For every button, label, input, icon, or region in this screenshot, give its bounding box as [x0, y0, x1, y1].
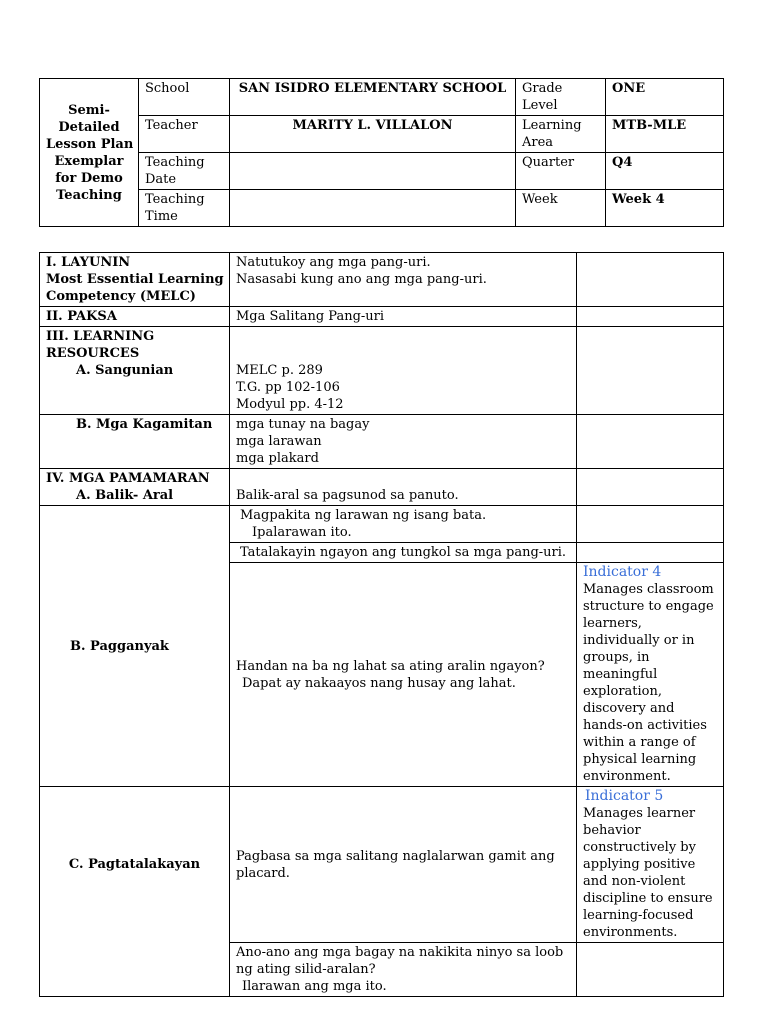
indicator-line: Manages learner [583, 806, 696, 821]
indicator-line: exploration, [583, 684, 663, 699]
area-value: MTB-MLE [606, 116, 724, 153]
teacher-label: Teacher [139, 116, 230, 153]
content-line: Balik-aral sa pagsunod sa panuto. [236, 488, 459, 503]
sangunian-content [230, 327, 577, 415]
pamamaran-heading [40, 469, 230, 506]
title-line: for Demo [55, 170, 123, 186]
pagganyak-label [40, 506, 230, 787]
label-line: Teaching [145, 155, 205, 170]
week-label: Week [516, 190, 606, 227]
content-line: mga larawan [236, 434, 322, 449]
pagtatalakayan-label [40, 787, 230, 997]
balik-content [230, 469, 577, 506]
label-line: Level [522, 98, 558, 113]
pagganyak-content-2: Tatalakayin ngayon ang tungkol sa mga pang-uri. [230, 543, 577, 563]
resources-row [40, 327, 724, 415]
paksa-heading: II. PAKSA [40, 307, 230, 327]
heading-line: IV. MGA PAMAMARAN [46, 471, 210, 486]
content-line: placard. [236, 865, 290, 881]
content-line: Natutukoy ang mga pang-uri. [236, 255, 431, 270]
label-line: Date [145, 172, 177, 187]
indicator-line: individually or in [583, 633, 695, 648]
heading-line: RESOURCES [46, 346, 140, 361]
content-line: Ilarawan ang mga ito. [242, 979, 387, 994]
title-line: Detailed [58, 119, 120, 135]
content-line: Ano-ano ang mga bagay na nakikita ninyo sa loob [236, 945, 564, 960]
label-text: C. Pagtatalakayan [68, 857, 201, 872]
indicator-line: constructively by [583, 840, 696, 855]
lesson-plan-title [40, 79, 139, 227]
layunin-heading [40, 253, 230, 307]
indicator-line: within a range of [583, 735, 696, 750]
date-value [230, 153, 516, 190]
title-line: Exemplar [54, 153, 124, 169]
indicator-line: applying positive [583, 857, 696, 872]
lesson-plan-table [39, 252, 724, 997]
empty-cell [577, 307, 724, 327]
label-line: Teaching [145, 192, 205, 207]
indicator-4-cell [577, 563, 724, 787]
indicator-line: Manages classroom [583, 582, 714, 597]
indicator-line: and non-violent [583, 874, 686, 889]
content-line: Nasasabi kung ano ang mga pang-uri. [236, 272, 487, 287]
label-line: Time [145, 209, 178, 224]
title-line: Lesson Plan [46, 136, 134, 152]
quarter-label: Quarter [516, 153, 606, 190]
content-line: ng ating silid-aralan? [236, 962, 376, 977]
title-line: Teaching [56, 187, 122, 203]
kagamitan-row [40, 415, 724, 469]
pagganyak-content-3 [230, 563, 577, 787]
heading-line: Competency (MELC) [46, 289, 196, 304]
content-line: Ipalarawan ito. [252, 525, 352, 540]
kagamitan-label [40, 415, 230, 469]
content-line: Magpakita ng larawan ng isang bata. [240, 508, 487, 523]
indicator-line: learners, [583, 616, 642, 631]
indicator-line: physical learning [583, 752, 697, 767]
quarter-value: Q4 [606, 153, 724, 190]
empty-cell [577, 253, 724, 307]
indicator-line: discipline to ensure [583, 891, 713, 906]
layunin-content [230, 253, 577, 307]
school-value: SAN ISIDRO ELEMENTARY SCHOOL [230, 79, 516, 116]
empty-cell [577, 543, 724, 563]
indicator-line: discovery and [583, 701, 675, 716]
indicator-line: groups, in [583, 650, 650, 665]
content-line: T.G. pp 102-106 [236, 380, 340, 395]
label-line: Learning [522, 118, 582, 133]
grade-value: ONE [606, 79, 724, 116]
area-label [516, 116, 606, 153]
pagganyak-content-1 [230, 506, 577, 543]
indicator-line: structure to engage [583, 599, 714, 614]
indicator-5-cell [577, 787, 724, 943]
content-line: Pagbasa sa mga salitang naglalarwan gamit ang [236, 848, 555, 864]
content-line: MELC p. 289 [236, 363, 323, 378]
label-line: Grade [522, 81, 563, 96]
school-label: School [139, 79, 230, 116]
balik-label: A. Balik- Aral [76, 488, 174, 503]
teacher-value: MARITY L. VILLALON [230, 116, 516, 153]
pamamaran-row [40, 469, 724, 506]
date-label [139, 153, 230, 190]
content-line: mga tunay na bagay [236, 417, 370, 432]
content-line: Dapat ay nakaayos nang husay ang lahat. [242, 675, 516, 691]
empty-cell [577, 469, 724, 506]
sangunian-label: A. Sangunian [76, 363, 174, 378]
paksa-row [40, 307, 724, 327]
content-line: Modyul pp. 4-12 [236, 397, 344, 412]
pagtatalakayan-content-2 [230, 943, 577, 997]
pagtatalakayan-row-1 [40, 787, 724, 943]
indicator-line: learning-focused [583, 908, 694, 923]
indicator-line: behavior [583, 823, 641, 838]
paksa-content: Mga Salitang Pang-uri [230, 307, 577, 327]
label-text: B. Pagganyak [70, 638, 169, 654]
indicator-4-title: Indicator 4 [583, 564, 662, 580]
indicator-5-title: Indicator 5 [585, 788, 664, 804]
layunin-row [40, 253, 724, 307]
indicator-line: environments. [583, 925, 678, 940]
indicator-line: environment. [583, 769, 671, 784]
heading-line: I. LAYUNIN [46, 255, 131, 270]
label-line: B. Mga Kagamitan [76, 417, 213, 432]
week-value: Week 4 [606, 190, 724, 227]
content-line: mga plakard [236, 451, 319, 466]
label-line: Area [522, 135, 554, 150]
time-value [230, 190, 516, 227]
header-table [39, 78, 724, 227]
resources-heading [40, 327, 230, 415]
empty-cell [577, 327, 724, 415]
pagganyak-row-1 [40, 506, 724, 543]
grade-label [516, 79, 606, 116]
indicator-line: hands-on activities [583, 718, 707, 733]
heading-line: Most Essential Learning [46, 272, 224, 287]
title-line: Semi- [68, 102, 110, 118]
content-line: Handan na ba ng lahat sa ating aralin ngayon? [236, 658, 545, 674]
empty-cell [577, 506, 724, 543]
kagamitan-content [230, 415, 577, 469]
empty-cell [577, 943, 724, 997]
heading-line: III. LEARNING [46, 329, 155, 344]
indicator-line: meaningful [583, 667, 658, 682]
time-label [139, 190, 230, 227]
pagtatalakayan-content-1 [230, 787, 577, 943]
empty-cell [577, 415, 724, 469]
